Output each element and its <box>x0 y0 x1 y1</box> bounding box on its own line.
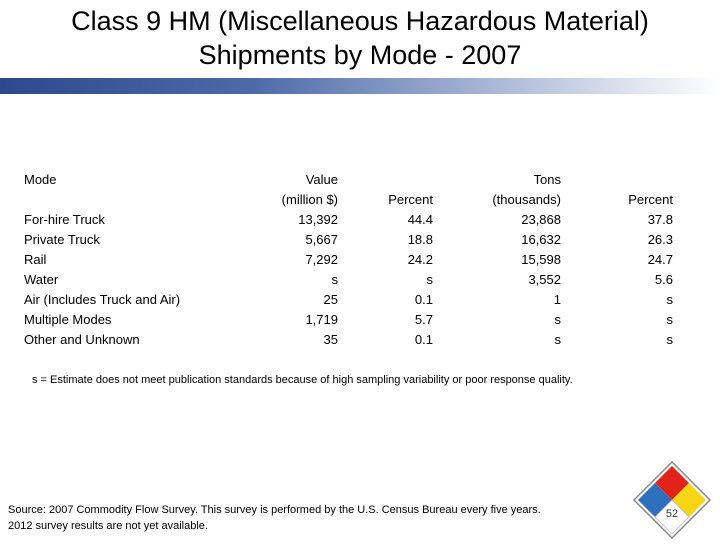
table-row <box>24 230 673 250</box>
cell-value: 7,292 <box>305 252 338 267</box>
cell-percent-value: 44.4 <box>407 212 433 227</box>
cell-percent-tons: 24.7 <box>647 252 673 267</box>
cell-percent-tons: 26.3 <box>647 232 673 247</box>
cell-mode: Rail <box>24 252 47 267</box>
table-header-row-2 <box>24 190 673 210</box>
cell-percent-value: 18.8 <box>407 232 433 247</box>
header-value-line2: (million $) <box>281 192 338 207</box>
cell-mode: Air (Includes Truck and Air) <box>24 292 181 307</box>
cell-percent-tons: s <box>666 292 673 307</box>
nfpa-hazard-diamond-icon <box>632 460 712 540</box>
cell-percent-value: 0.1 <box>414 332 433 347</box>
cell-tons: 15,598 <box>521 252 561 267</box>
footnote: s = Estimate does not meet publication standards because of high sampling variability or poor response quality. <box>32 374 573 386</box>
cell-percent-value: 24.2 <box>407 252 433 267</box>
cell-percent-tons: s <box>666 312 673 327</box>
cell-value: 5,667 <box>305 232 338 247</box>
slide-title-line2: Shipments by Mode - 2007 <box>198 40 522 70</box>
cell-value: 35 <box>323 332 338 347</box>
cell-mode: For-hire Truck <box>24 212 105 227</box>
cell-tons: s <box>554 332 561 347</box>
cell-tons: 1 <box>553 292 561 307</box>
header-percent-value: Percent <box>388 192 433 207</box>
cell-percent-value: 5.7 <box>414 312 433 327</box>
cell-mode: Other and Unknown <box>24 332 140 347</box>
slide-title-line1: Class 9 HM (Miscellaneous Hazardous Material) <box>71 6 649 36</box>
cell-mode: Water <box>24 272 59 287</box>
table-row <box>24 290 673 310</box>
cell-percent-tons: 37.8 <box>647 212 673 227</box>
cell-percent-value: s <box>426 272 433 287</box>
table-row <box>24 210 673 230</box>
cell-tons: 3,552 <box>528 272 561 287</box>
source-note <box>8 502 648 534</box>
header-percent-tons: Percent <box>628 192 673 207</box>
table-row <box>24 330 673 350</box>
slide-title <box>0 4 720 72</box>
header-value-line1: Value <box>305 172 338 187</box>
cell-value: 1,719 <box>305 312 338 327</box>
title-gradient-bar <box>0 78 720 94</box>
table-row <box>24 270 673 290</box>
cell-tons: s <box>554 312 561 327</box>
page-number: 52 <box>665 508 679 520</box>
cell-percent-tons: s <box>666 332 673 347</box>
header-mode: Mode <box>24 172 57 187</box>
cell-value: 13,392 <box>298 212 338 227</box>
hazard-diamond-graphic <box>632 460 712 540</box>
table-row <box>24 250 673 270</box>
cell-value: s <box>331 272 338 287</box>
cell-value: 25 <box>323 292 338 307</box>
header-tons-line1: Tons <box>533 172 561 187</box>
cell-tons: 23,868 <box>521 212 561 227</box>
source-line2: 2012 survey results are not yet available. <box>8 520 208 532</box>
table-header-row-1 <box>24 170 673 190</box>
cell-tons: 16,632 <box>521 232 561 247</box>
shipments-table <box>24 170 673 350</box>
table-row <box>24 310 673 330</box>
cell-mode: Multiple Modes <box>24 312 112 327</box>
cell-percent-tons: 5.6 <box>654 272 673 287</box>
cell-percent-value: 0.1 <box>414 292 433 307</box>
source-line1: Source: 2007 Commodity Flow Survey. This survey is performed by the U.S. Census Bureau every five years. <box>8 504 541 516</box>
cell-mode: Private Truck <box>24 232 100 247</box>
header-tons-line2: (thousands) <box>492 192 561 207</box>
